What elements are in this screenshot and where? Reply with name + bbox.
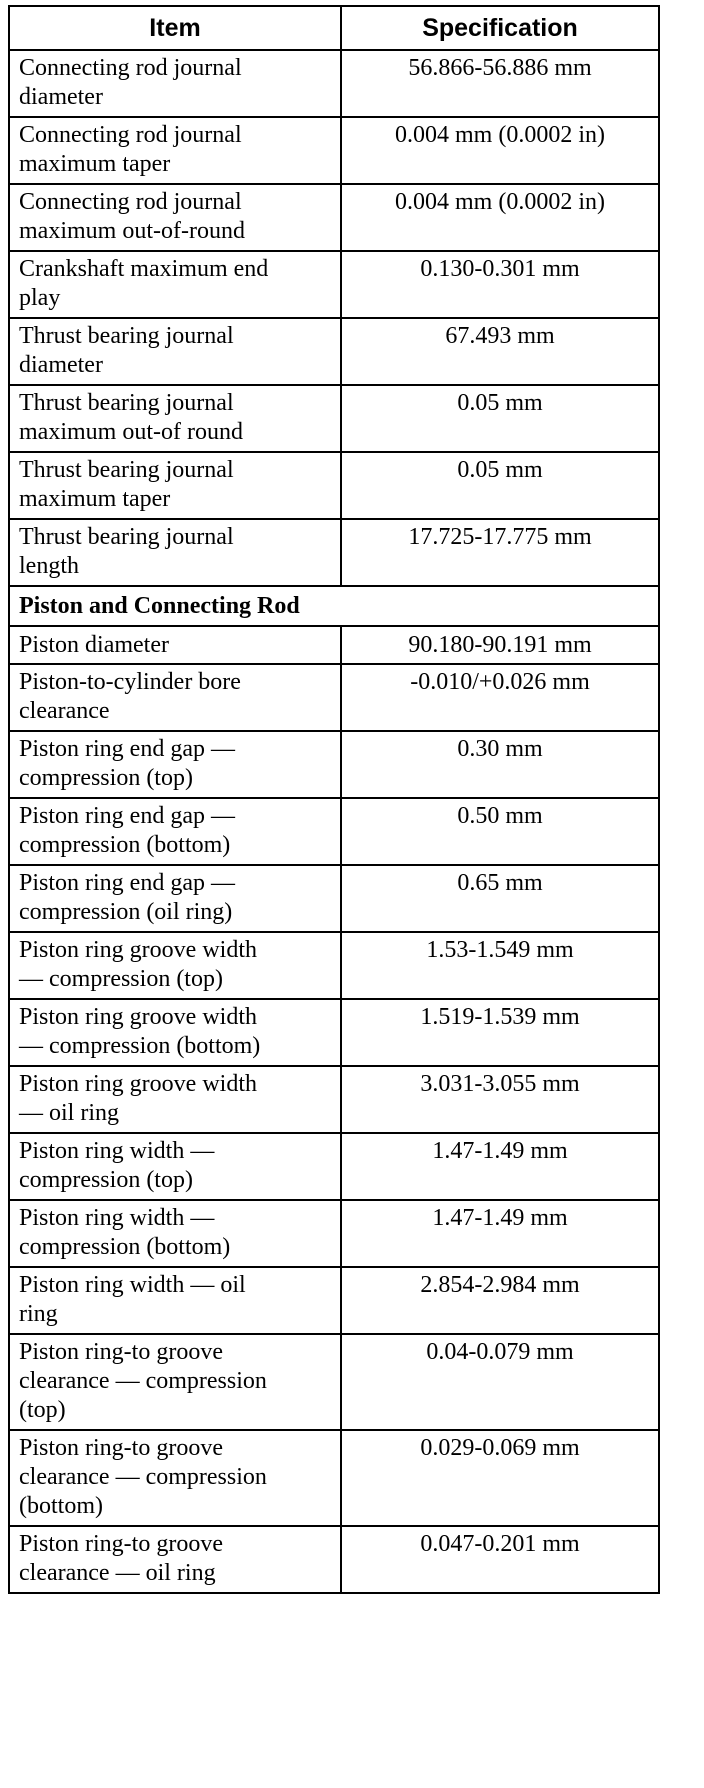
item-cell: Piston ring width — compression (top) xyxy=(9,1133,341,1200)
specification-cell: 0.65 mm xyxy=(341,865,659,932)
specification-cell: 0.004 mm (0.0002 in) xyxy=(341,117,659,184)
table-row xyxy=(9,251,659,318)
specification-cell: -0.010/+0.026 mm xyxy=(341,664,659,731)
item-cell: Thrust bearing journal maximum out-of round xyxy=(9,385,341,452)
table-row xyxy=(9,731,659,798)
table-header-row xyxy=(9,6,659,50)
section-title: Piston and Connecting Rod xyxy=(9,586,659,626)
table-body xyxy=(9,50,659,1593)
column-header-item: Item xyxy=(9,6,341,50)
section-header-row xyxy=(9,586,659,626)
table-row xyxy=(9,519,659,586)
item-cell: Crankshaft maximum end play xyxy=(9,251,341,318)
item-cell: Piston ring groove width — oil ring xyxy=(9,1066,341,1133)
specification-cell: 0.004 mm (0.0002 in) xyxy=(341,184,659,251)
table-row xyxy=(9,664,659,731)
table-row xyxy=(9,1430,659,1526)
item-cell: Piston diameter xyxy=(9,626,341,664)
item-cell: Piston-to-cylinder bore clearance xyxy=(9,664,341,731)
item-cell: Piston ring-to groove clearance — compression (bottom) xyxy=(9,1430,341,1526)
table-row xyxy=(9,1066,659,1133)
table-row xyxy=(9,1133,659,1200)
specification-cell: 0.130-0.301 mm xyxy=(341,251,659,318)
table-row xyxy=(9,865,659,932)
table-row xyxy=(9,1334,659,1430)
table-row xyxy=(9,932,659,999)
table-row xyxy=(9,452,659,519)
specification-cell: 0.50 mm xyxy=(341,798,659,865)
item-cell: Piston ring groove width — compression (top) xyxy=(9,932,341,999)
specification-cell: 1.519-1.539 mm xyxy=(341,999,659,1066)
item-cell: Piston ring end gap — compression (oil ring) xyxy=(9,865,341,932)
table-row xyxy=(9,385,659,452)
specification-cell: 56.866-56.886 mm xyxy=(341,50,659,117)
table-row xyxy=(9,798,659,865)
table-row xyxy=(9,184,659,251)
item-cell: Connecting rod journal maximum taper xyxy=(9,117,341,184)
specification-cell: 90.180-90.191 mm xyxy=(341,626,659,664)
specification-cell: 0.047-0.201 mm xyxy=(341,1526,659,1593)
specification-cell: 3.031-3.055 mm xyxy=(341,1066,659,1133)
item-cell: Thrust bearing journal length xyxy=(9,519,341,586)
table-row xyxy=(9,1200,659,1267)
item-cell: Connecting rod journal diameter xyxy=(9,50,341,117)
table-row xyxy=(9,626,659,664)
table-row xyxy=(9,318,659,385)
column-header-specification: Specification xyxy=(341,6,659,50)
item-cell: Piston ring groove width — compression (bottom) xyxy=(9,999,341,1066)
item-cell: Piston ring-to groove clearance — oil ring xyxy=(9,1526,341,1593)
item-cell: Thrust bearing journal maximum taper xyxy=(9,452,341,519)
specification-cell: 0.04-0.079 mm xyxy=(341,1334,659,1430)
specification-cell: 1.47-1.49 mm xyxy=(341,1133,659,1200)
table-row xyxy=(9,1267,659,1334)
table-row xyxy=(9,1526,659,1593)
specification-cell: 1.47-1.49 mm xyxy=(341,1200,659,1267)
item-cell: Piston ring end gap — compression (bottom) xyxy=(9,798,341,865)
specification-cell: 1.53-1.549 mm xyxy=(341,932,659,999)
specification-table xyxy=(8,5,660,1594)
item-cell: Thrust bearing journal diameter xyxy=(9,318,341,385)
item-cell: Piston ring width — oil ring xyxy=(9,1267,341,1334)
specification-cell: 0.30 mm xyxy=(341,731,659,798)
item-cell: Piston ring width — compression (bottom) xyxy=(9,1200,341,1267)
table-row xyxy=(9,50,659,117)
item-cell: Connecting rod journal maximum out-of-round xyxy=(9,184,341,251)
specification-cell: 67.493 mm xyxy=(341,318,659,385)
specification-cell: 2.854-2.984 mm xyxy=(341,1267,659,1334)
specification-cell: 0.029-0.069 mm xyxy=(341,1430,659,1526)
specification-cell: 0.05 mm xyxy=(341,385,659,452)
specification-cell: 0.05 mm xyxy=(341,452,659,519)
specification-cell: 17.725-17.775 mm xyxy=(341,519,659,586)
item-cell: Piston ring-to groove clearance — compression (top) xyxy=(9,1334,341,1430)
table-row xyxy=(9,117,659,184)
item-cell: Piston ring end gap — compression (top) xyxy=(9,731,341,798)
table-row xyxy=(9,999,659,1066)
